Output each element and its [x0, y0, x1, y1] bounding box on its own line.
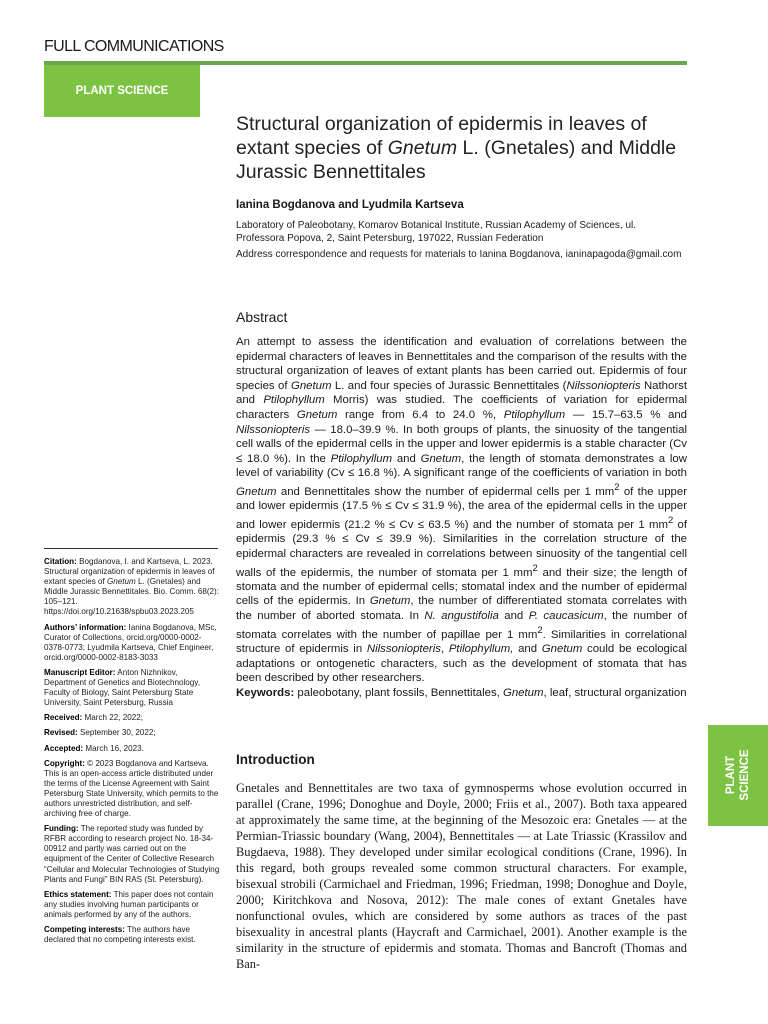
introduction-heading: Introduction: [236, 752, 315, 767]
article-authors: Ianina Bogdanova and Lyudmila Kartseva: [236, 199, 464, 211]
abstract-heading: Abstract: [236, 309, 288, 325]
abstract-paragraph: An attempt to assess the identification and evaluation of correlations between the epidermal characters of leaves in Bennettitales and the comparison of the results with the structural organization of leaves of extant plants has been carried out. Epidermis of four species of Gnetum L. and four species of Jurassic Bennettitales (Nilssoniopteris Nathorst and Ptilophyllum Morris) was studied. The coefficients of variation for epidermal characters Gnetum range from 6.4 to 24.0 %, Ptilophyllum — 15.7–63.5 % and Nilssoniopteris — 18.0–39.9 %. In both groups of plants, the sinuosity of the tangential cell walls of the epidermal cells in the upper and lower epidermis is a stable character (Cv ≤ 18.0 %). In the Ptilophyllum and Gnetum, the length of stomata demonstrates a low level of variability (Cv ≤ 16.8 %). A significant range of the coefficients of variation in both Gnetum and Bennettitales show the number of epidermal cells per 1 $mm^2$ of the upper and lower epidermis (17.5 % ≤ Cv ≤ 31.9 %), the area of the epidermal cells in the upper and lower epidermis (21.2 % ≤ Cv ≤ 63.5 %) and the number of stomata per 1 $mm^2$ of epidermis (29.3 % ≤ Cv ≤ 39.9 %). Similarities in the correlation structure of the epidermal characters are revealed in correlations between sinuosity of the tangential cell walls of the epidermis, the number of stomata per 1 $mm^2$ and their size; the length of stomata and the number of epidermal cells; stomatal index and the number of epidermal cells of the epidermis. In Gnetum, the number of differentiated stomata correlates with the number of aborted stomata. In N. angustifolia and P. caucasicum, the number of stomata correlates with the number of papillae per 1 $mm^2$. Similarities in correlational structure of epidermis in Nilssoniopteris, Ptilophyllum, and Gnetum could be ecological adaptations or ontogenetic characters, such as the development of stomata that has been described by other researchers.: [236, 336, 688, 685]
citation: Citation: Bogdanova, I. and Kartseva, L. 2023. Structural organization of epidermis in leaves of extant species of Gnetum L. (Gnetales) and Middle Jurassic Bennettitales. Bio. Comm. 68(2): 105–121. https://doi.org/10.21638/spbu03.2023.205: [44, 557, 219, 617]
funding: Funding: The reported study was funded by RFBR according to research project No. 18-34-00912 and partly was carried out on the equipment of the Center of Collective Research “Cellular and Molecular Technologies of Studying Plants and Fungi” BIN RAS (St. Petersburg).: [44, 824, 220, 884]
side-tab-line1: PLANT: [725, 755, 737, 795]
side-tab-line2: SCIENCE: [739, 749, 751, 801]
section-tab: [44, 65, 200, 117]
article-title: Structural organization of epidermis in leaves of extant species of Gnetum L. (Gnetales) and Middle Jurassic Bennettitales: [236, 113, 677, 183]
correspondence-note: Address correspondence and requests for materials to Ianina Bogdanova, ianinapagoda@gmail.com: [236, 249, 682, 260]
competing-interests: Competing interests: The authors have declared that no competing interests exist.: [44, 925, 196, 945]
article-info-sidebar: [44, 557, 220, 950]
side-section-tab: [708, 725, 768, 826]
author-affiliation: Laboratory of Paleobotany, Komarov Botanical Institute, Russian Academy of Sciences, ul. Professora Popova, 2, Saint Petersburg, 197022, Russian Federation: [236, 220, 637, 244]
copyright: Copyright: © 2023 Bogdanova and Kartseva. This is an open-access article distributed under the terms of the License Agreement with Saint Petersburg State University, which permits to the authors unrestricted distribution, and self-archiving free of charge.: [44, 758, 219, 819]
received-date: Received: March 22, 2022;: [44, 713, 143, 723]
section-header: FULL COMMUNICATIONS: [44, 38, 224, 55]
sidebar-divider: [44, 548, 218, 549]
revised-date: Revised: September 30, 2022;: [44, 728, 156, 738]
keywords: Keywords: paleobotany, plant fossils, Bennettitales, Gnetum, leaf, structural organization: [236, 686, 687, 699]
introduction-text: Gnetales and Bennettitales are two taxa of gymnosperms whose evolution occurred in parallel (Crane, 1996; Donoghue and Doyle, 2000; Friis et al., 2007). Both taxa appeared at approximately the same time, at the beginning of the Mesozoic era: Gnetales — at the Permian-Triassic boundary (Wang, 2004), Bennettitales — at Late Triassic (Krassilov and Bugdaeva, 1988). They developed under similar ecological conditions (Crane, 1996). In this regard, both groups revealed some common structural characters. For example, bisexual strobili (Carmichael and Friedman, 1996; Friedman, 1998; Donoghue and Doyle, 2000; Kiritchkova and Nosova, 2012): The male cones of extant Gnetales have nonfunctional ovules, which are considered by some authors as traces of the past bisexuality in ancestral plants (Haycraft and Carmichael, 2001). Another example is the similarity in the structure of epidermis and stomata. Thomas and Bancroft (Thomas and Ban-: [236, 781, 687, 971]
authors-information: Authors’ information: Ianina Bogdanova, MSc, Curator of Collections, orcid.org/0000-0002-0378-0773; Lyudmila Kartseva, Chief Engineer, orcid.org/0000-0002-8183-3033: [44, 622, 217, 662]
ethics-statement: Ethics statement: This paper does not contain any studies involving human participants or animals performed by any of the authors.: [44, 889, 214, 919]
section-tab-label: PLANT SCIENCE: [75, 85, 169, 97]
accepted-date: Accepted: March 16, 2023.: [44, 743, 144, 753]
manuscript-editor: Manuscript Editor: Anton Nizhnikov, Department of Genetics and Biotechnology, Faculty of Biology, Saint Petersburg State University, Saint Petersburg, Russia: [44, 667, 200, 708]
side-tab-label: [724, 749, 752, 800]
abstract-text: [236, 335, 687, 700]
